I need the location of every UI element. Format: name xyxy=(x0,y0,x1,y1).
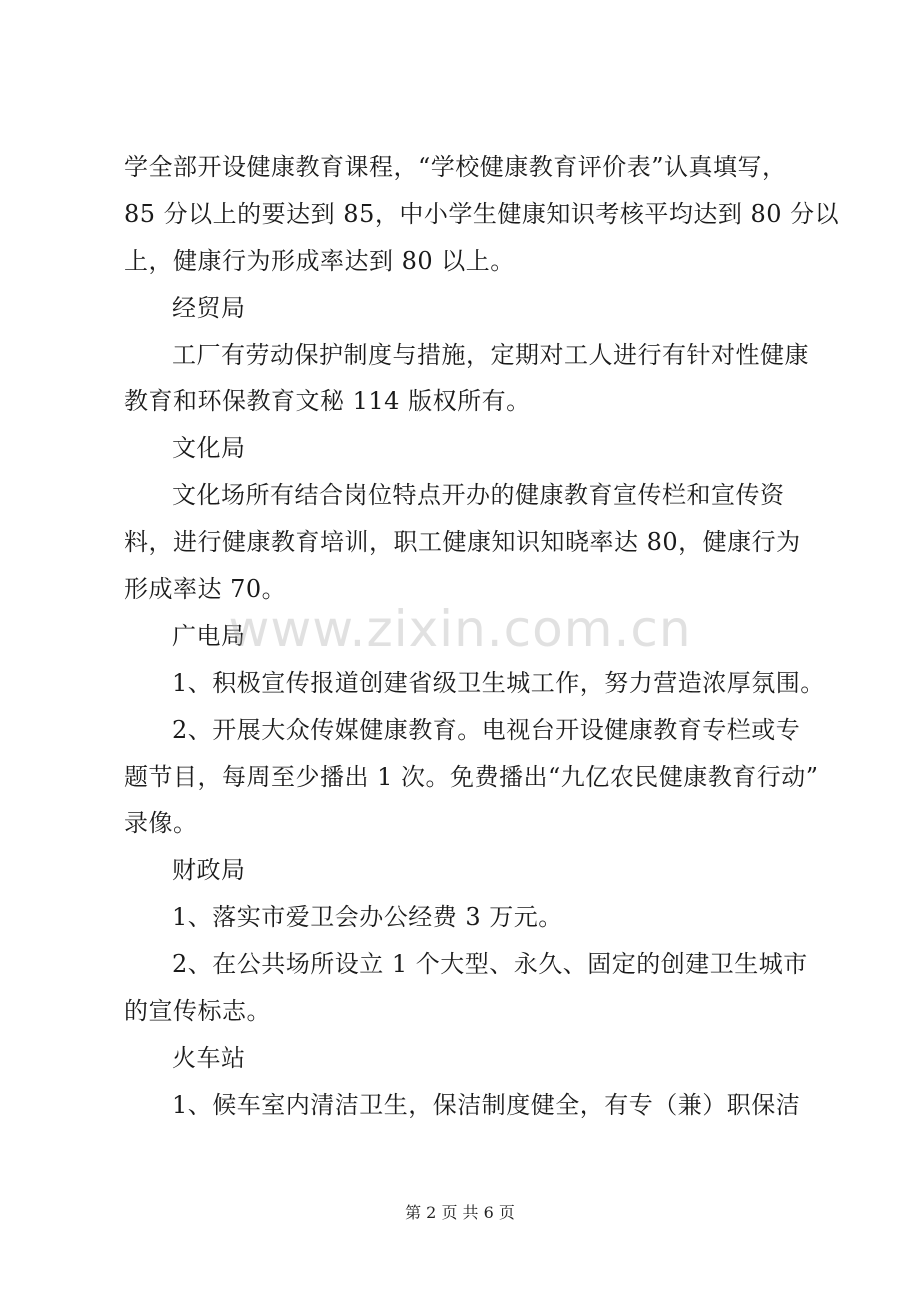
page-number-footer: 第 2 页 共 6 页 xyxy=(405,1203,515,1222)
text-line: 财政局 xyxy=(172,856,246,885)
text-line: 学全部开设健康教育课程，“学校健康教育评价表”认真填写， xyxy=(124,153,787,181)
text-line: 1、候车室内清洁卫生，保洁制度健全，有专（兼）职保洁 xyxy=(172,1090,801,1119)
text-line: 教育和环保教育文秘 114 版权所有。 xyxy=(124,387,531,416)
text-line: 录像。 xyxy=(124,809,198,838)
text-line: 2、在公共场所设立 1 个大型、永久、固定的创建卫生城市 xyxy=(172,950,808,979)
text-line: 1、积极宣传报道创建省级卫生城工作，努力营造浓厚氛围。 xyxy=(172,668,825,697)
text-line: 形成率达 70。 xyxy=(124,575,287,604)
text-line: 题节目，每周至少播出 1 次。免费播出“九亿农民健康教育行动” xyxy=(124,762,819,791)
text-line: 文化局 xyxy=(172,434,246,463)
text-line: 的宣传标志。 xyxy=(124,997,271,1026)
text-line: 火车站 xyxy=(172,1043,246,1072)
text-line: 文化场所有结合岗位特点开办的健康教育宣传栏和宣传资 xyxy=(172,481,785,510)
text-line: 工厂有劳动保护制度与措施，定期对工人进行有针对性健康 xyxy=(172,340,809,369)
text-line: 经贸局 xyxy=(172,293,246,322)
watermark-text: www.zixin.com.cn xyxy=(228,600,692,658)
text-line: 1、落实市爱卫会办公经费 3 万元。 xyxy=(172,903,563,932)
text-line: 85 分以上的要达到 85，中小学生健康知识考核平均达到 80 分以 xyxy=(124,199,840,228)
text-line: 广电局 xyxy=(172,621,246,650)
text-line: 料，进行健康教育培训，职工健康知识知晓率达 80，健康行为 xyxy=(124,528,801,557)
text-line: 2、开展大众传媒健康教育。电视台开设健康教育专栏或专 xyxy=(172,715,801,744)
text-line: 上，健康行为形成率达到 80 以上。 xyxy=(124,246,515,275)
